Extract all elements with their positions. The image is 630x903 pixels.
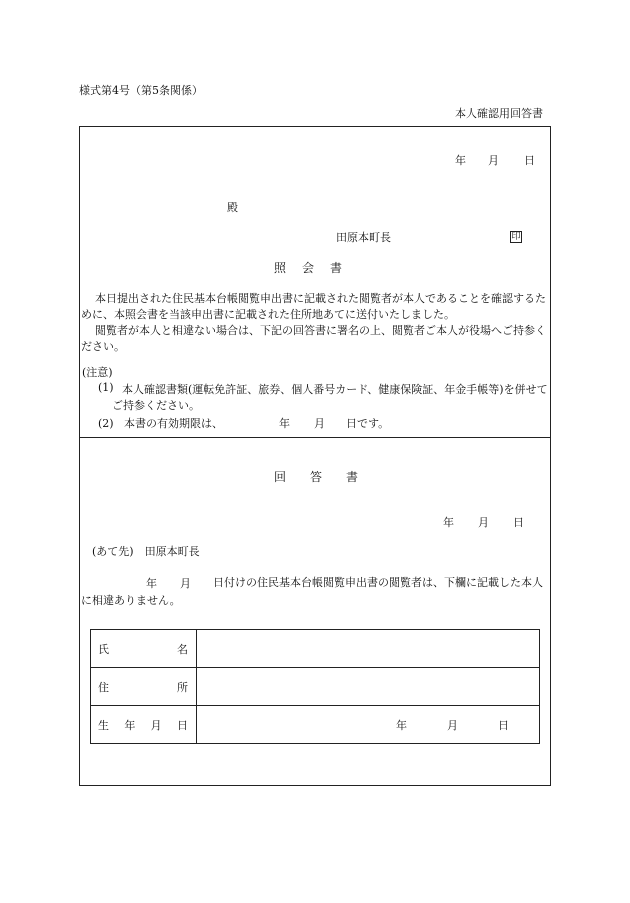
dob-month: 月 (447, 718, 458, 732)
statement-year: 年 (146, 577, 157, 590)
dob-day: 日 (498, 718, 509, 732)
identity-table (90, 629, 540, 744)
dob-field[interactable] (197, 706, 540, 744)
name-label-cell (91, 630, 197, 668)
note-2-number: (2) (98, 417, 114, 430)
address-label-char: 所 (177, 680, 188, 694)
table-row (91, 630, 540, 668)
name-label-char: 氏 (98, 642, 109, 656)
inquiry-body-1: 本日提出された住民基本台帳閲覧申出書に記載された閲覧者が本人であることを確認するために、本照会書を当該申出書に記載された住所地あてに送付いたしました。 (81, 292, 546, 321)
statement-month: 月 (180, 577, 191, 590)
note-2-end: 日です。 (346, 417, 390, 430)
dob-year: 年 (396, 718, 407, 732)
note-header: (注意) (82, 366, 113, 379)
reply-title: 回 答 書 (274, 470, 359, 484)
inquiry-body-2: 閲覧者が本人と相違ない場合は、下記の回答書に署名の上、閲覧者ご本人が役場へご持参ください。 (81, 324, 546, 353)
table-row (91, 706, 540, 744)
name-field[interactable] (197, 630, 540, 668)
address-label-cell (91, 668, 197, 706)
dob-label-char: 月 (150, 718, 162, 732)
reply-date-year: 年 (443, 516, 454, 529)
section-divider (79, 437, 551, 438)
note-2-year: 年 (279, 417, 290, 430)
address-label-char: 住 (98, 680, 109, 694)
form-id: 様式第4号（第5条関係） (79, 84, 203, 97)
reply-date-day: 日 (513, 516, 524, 529)
statement-text: 日付けの住民基本台帳閲覧申出書の閲覧者は、下欄に記載した本人に相違ありません。 (81, 576, 543, 607)
document-title: 本人確認用回答書 (455, 107, 543, 120)
dob-label-char: 生 (98, 718, 109, 732)
inquiry-date-day: 日 (524, 154, 535, 167)
note-1-number: (1) (98, 381, 114, 394)
inquiry-title: 照 会 書 (274, 261, 345, 275)
address-field[interactable] (197, 668, 540, 706)
reply-addressee: (あて先) 田原本町長 (92, 545, 200, 558)
reply-date-month: 月 (478, 516, 489, 529)
dob-label-char: 年 (124, 718, 136, 732)
seal-mark: 印 (511, 232, 521, 242)
inquiry-date-year: 年 (455, 154, 466, 167)
note-2-text: 本書の有効期限は、 (124, 417, 223, 430)
inquiry-date-month: 月 (488, 154, 499, 167)
note-1-text: 本人確認書類(運転免許証、旅券、個人番号カード、健康保険証、年金手帳等)を併せてご持参ください。 (112, 383, 548, 412)
dob-label-cell (91, 706, 197, 744)
dob-label-char: 日 (176, 718, 188, 732)
name-label-char: 名 (177, 642, 188, 656)
note-2-month: 月 (314, 417, 325, 430)
sender-name: 田原本町長 (336, 231, 391, 244)
addressee-suffix: 殿 (227, 201, 238, 214)
table-row (91, 668, 540, 706)
